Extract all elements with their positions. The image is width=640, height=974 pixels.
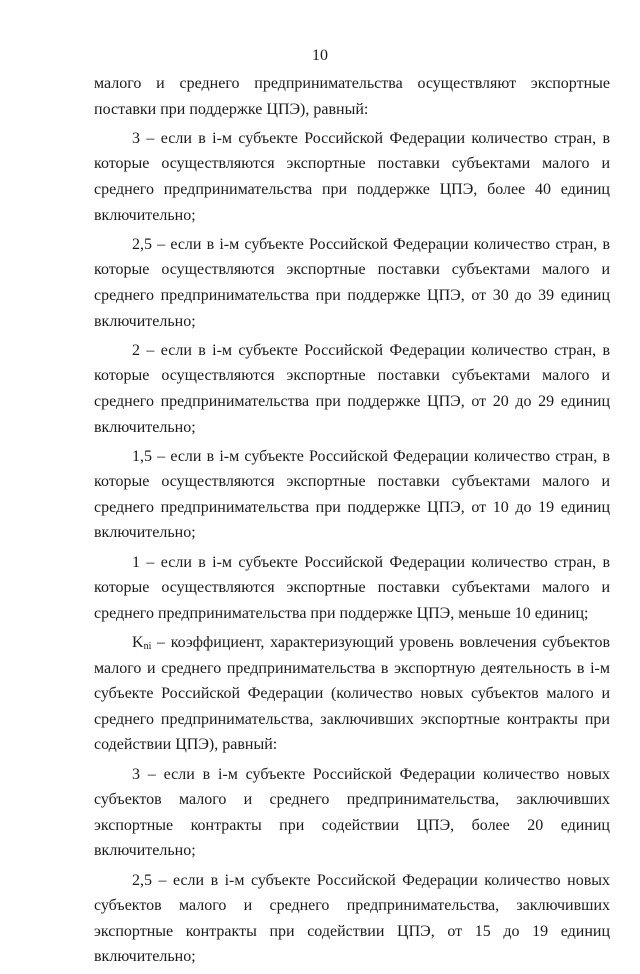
coefficient-subscript: ni xyxy=(143,641,152,653)
paragraph-value-1-5: 1,5 – если в i-м субъекте Российской Федерации количество стран, в которые осуществляются экспортные поставки субъектами малого и среднего предпринимательства при поддержке ЦПЭ, от 10 до 19 единиц включительно; xyxy=(94,447,610,542)
paragraph-value-1: 1 – если в i-м субъекте Российской Федерации количество стран, в которые осуществляются экспортные поставки субъектами малого и среднего предпринимательства при поддержке ЦПЭ, меньше 10 единиц; xyxy=(94,553,610,622)
paragraph-intro: малого и среднего предпринимательства осуществляют экспортные поставки при поддержке ЦПЭ), равный: xyxy=(94,75,610,118)
coefficient-symbol: K xyxy=(132,634,144,652)
paragraph-value-2-5: 2,5 – если в i-м субъекте Российской Федерации количество стран, в которые осуществляются экспортные поставки субъектами малого и среднего предпринимательства при поддержке ЦПЭ, от 30 до 39 единиц включительно; xyxy=(94,235,610,330)
paragraph-new-subjects-3: 3 – если в i-м субъекте Российской Федерации количество новых субъектов малого и среднего предпринимательства, заключивших экспортные контракты при содействии ЦПЭ, более 20 единиц включительно; xyxy=(94,765,610,860)
coefficient-description: – коэффициент, характеризующий уровень вовлечения субъектов малого и среднего предпринимательства в экспортную деятельность в i-м субъекте Российской Федерации (количество новых субъектов малого и среднего предпринимательства, заключивших экспортные контракты при содействии ЦПЭ), равный: xyxy=(94,634,610,754)
paragraph-value-2: 2 – если в i-м субъекте Российской Федерации количество стран, в которые осуществляются экспортные поставки субъектами малого и среднего предпринимательства при поддержке ЦПЭ, от 20 до 29 единиц включительно; xyxy=(94,341,610,436)
page-number: 10 xyxy=(312,47,328,64)
document-body xyxy=(94,71,610,974)
paragraph-value-3: 3 – если в i-м субъекте Российской Федерации количество стран, в которые осуществляются экспортные поставки субъектами малого и среднего предпринимательства при поддержке ЦПЭ, более 40 единиц включительно; xyxy=(94,129,610,224)
paragraph-new-subjects-2-5: 2,5 – если в i-м субъекте Российской Федерации количество новых субъектов малого и среднего предпринимательства, заключивших экспортные контракты при содействии ЦПЭ, от 15 до 19 единиц включительно; xyxy=(94,871,610,966)
paragraph-coefficient-definition xyxy=(94,630,610,758)
